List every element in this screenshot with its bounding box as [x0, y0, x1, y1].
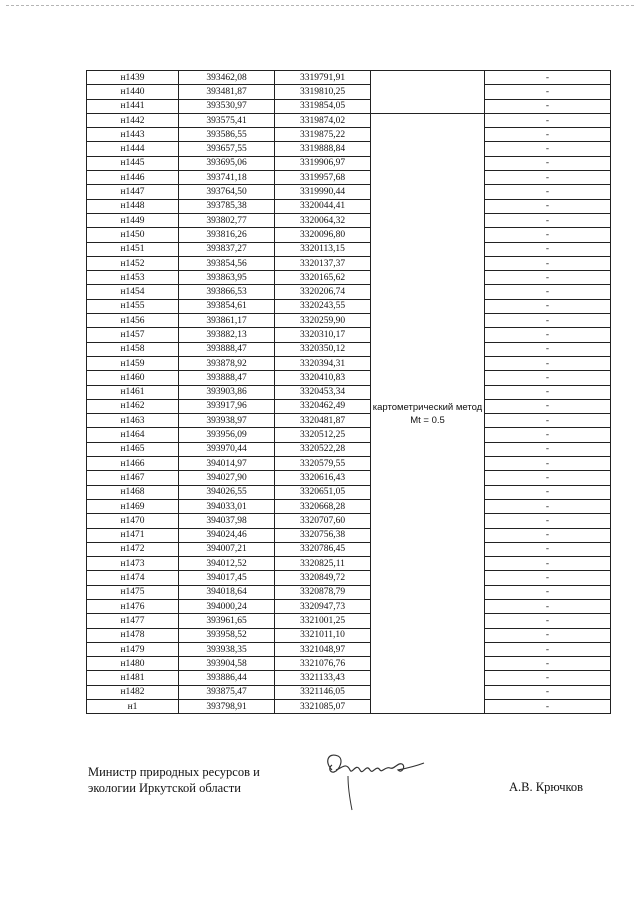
- method-cell-empty: [371, 71, 485, 114]
- dash-cell: -: [485, 471, 611, 485]
- table-row: [87, 185, 611, 199]
- table-row: [87, 685, 611, 699]
- coordinates-table-body: [87, 71, 611, 714]
- y-coordinate-cell: 3319875,22: [275, 128, 371, 142]
- dash-cell: -: [485, 700, 611, 714]
- x-coordinate-cell: 394027,90: [179, 471, 275, 485]
- table-row: [87, 242, 611, 256]
- point-id-cell: н1481: [87, 671, 179, 685]
- dash-cell: -: [485, 657, 611, 671]
- point-id-cell: н1440: [87, 85, 179, 99]
- x-coordinate-cell: 394024,46: [179, 528, 275, 542]
- point-id-cell: н1448: [87, 199, 179, 213]
- point-id-cell: н1441: [87, 99, 179, 113]
- dash-cell: -: [485, 485, 611, 499]
- table-row: [87, 113, 611, 127]
- x-coordinate-cell: 393481,87: [179, 85, 275, 99]
- x-coordinate-cell: 393888,47: [179, 371, 275, 385]
- y-coordinate-cell: 3320137,37: [275, 256, 371, 270]
- point-id-cell: н1472: [87, 542, 179, 556]
- table-row: [87, 228, 611, 242]
- table-row: [87, 328, 611, 342]
- point-id-cell: н1445: [87, 156, 179, 170]
- dash-cell: -: [485, 399, 611, 413]
- x-coordinate-cell: 393798,91: [179, 700, 275, 714]
- x-coordinate-cell: 393917,96: [179, 399, 275, 413]
- x-coordinate-cell: 393854,56: [179, 256, 275, 270]
- y-coordinate-cell: 3320206,74: [275, 285, 371, 299]
- y-coordinate-cell: 3320259,90: [275, 314, 371, 328]
- signatory-position-line2: экологии Иркутской области: [88, 781, 241, 795]
- y-coordinate-cell: 3320786,45: [275, 542, 371, 556]
- x-coordinate-cell: 393878,92: [179, 356, 275, 370]
- table-row: [87, 599, 611, 613]
- table-row: [87, 356, 611, 370]
- point-id-cell: н1464: [87, 428, 179, 442]
- dash-cell: -: [485, 614, 611, 628]
- y-coordinate-cell: 3321146,05: [275, 685, 371, 699]
- y-coordinate-cell: 3320394,31: [275, 356, 371, 370]
- y-coordinate-cell: 3320579,55: [275, 457, 371, 471]
- table-row: [87, 557, 611, 571]
- point-id-cell: н1468: [87, 485, 179, 499]
- dash-cell: -: [485, 299, 611, 313]
- x-coordinate-cell: 394018,64: [179, 585, 275, 599]
- x-coordinate-cell: 393961,65: [179, 614, 275, 628]
- dash-cell: -: [485, 199, 611, 213]
- table-row: [87, 642, 611, 656]
- table-row: [87, 514, 611, 528]
- table-row: [87, 371, 611, 385]
- x-coordinate-cell: 393575,41: [179, 113, 275, 127]
- point-id-cell: н1462: [87, 399, 179, 413]
- point-id-cell: н1479: [87, 642, 179, 656]
- point-id-cell: н1469: [87, 499, 179, 513]
- x-coordinate-cell: 393695,06: [179, 156, 275, 170]
- point-id-cell: н1471: [87, 528, 179, 542]
- y-coordinate-cell: 3320849,72: [275, 571, 371, 585]
- table-row: [87, 285, 611, 299]
- x-coordinate-cell: 393886,44: [179, 671, 275, 685]
- table-row: [87, 128, 611, 142]
- table-row: [87, 542, 611, 556]
- dash-cell: -: [485, 628, 611, 642]
- point-id-cell: н1458: [87, 342, 179, 356]
- point-id-cell: н1478: [87, 628, 179, 642]
- table-row: [87, 156, 611, 170]
- y-coordinate-cell: 3321048,97: [275, 642, 371, 656]
- x-coordinate-cell: 393958,52: [179, 628, 275, 642]
- point-id-cell: н1443: [87, 128, 179, 142]
- table-row: [87, 671, 611, 685]
- dash-cell: -: [485, 85, 611, 99]
- y-coordinate-cell: 3321001,25: [275, 614, 371, 628]
- x-coordinate-cell: 393462,08: [179, 71, 275, 85]
- table-row: [87, 99, 611, 113]
- y-coordinate-cell: 3320350,12: [275, 342, 371, 356]
- coordinates-table: [86, 70, 611, 714]
- x-coordinate-cell: 394037,98: [179, 514, 275, 528]
- y-coordinate-cell: 3321011,10: [275, 628, 371, 642]
- point-id-cell: н1450: [87, 228, 179, 242]
- y-coordinate-cell: 3319854,05: [275, 99, 371, 113]
- y-coordinate-cell: 3320947,73: [275, 599, 371, 613]
- y-coordinate-cell: 3319957,68: [275, 171, 371, 185]
- dash-cell: -: [485, 499, 611, 513]
- table-row: [87, 85, 611, 99]
- point-id-cell: н1456: [87, 314, 179, 328]
- x-coordinate-cell: 393586,55: [179, 128, 275, 142]
- table-row: [87, 342, 611, 356]
- signatory-name: А.В. Крючков: [509, 780, 584, 794]
- point-id-cell: н1442: [87, 113, 179, 127]
- point-id-cell: н1473: [87, 557, 179, 571]
- dash-cell: -: [485, 271, 611, 285]
- handwritten-signature: [318, 748, 428, 812]
- dash-cell: -: [485, 442, 611, 456]
- table-row: [87, 213, 611, 227]
- x-coordinate-cell: 394017,45: [179, 571, 275, 585]
- point-id-cell: н1449: [87, 213, 179, 227]
- x-coordinate-cell: 394014,97: [179, 457, 275, 471]
- dash-cell: -: [485, 557, 611, 571]
- y-coordinate-cell: 3320165,62: [275, 271, 371, 285]
- point-id-cell: н1467: [87, 471, 179, 485]
- y-coordinate-cell: 3319906,97: [275, 156, 371, 170]
- point-id-cell: н1480: [87, 657, 179, 671]
- y-coordinate-cell: 3321085,07: [275, 700, 371, 714]
- dash-cell: -: [485, 99, 611, 113]
- y-coordinate-cell: 3321076,76: [275, 657, 371, 671]
- method-cell: картометрический метод Mt = 0.5: [371, 113, 485, 713]
- y-coordinate-cell: 3320064,32: [275, 213, 371, 227]
- x-coordinate-cell: 393854,61: [179, 299, 275, 313]
- y-coordinate-cell: 3320616,43: [275, 471, 371, 485]
- y-coordinate-cell: 3320462,49: [275, 399, 371, 413]
- table-row: [87, 399, 611, 413]
- signatory-position: [88, 764, 260, 796]
- table-row: [87, 571, 611, 585]
- dash-cell: -: [485, 156, 611, 170]
- table-row: [87, 271, 611, 285]
- table-row: [87, 442, 611, 456]
- dash-cell: -: [485, 142, 611, 156]
- y-coordinate-cell: 3320522,28: [275, 442, 371, 456]
- y-coordinate-cell: 3320707,60: [275, 514, 371, 528]
- table-row: [87, 585, 611, 599]
- dash-cell: -: [485, 571, 611, 585]
- x-coordinate-cell: 393816,26: [179, 228, 275, 242]
- y-coordinate-cell: 3319888,84: [275, 142, 371, 156]
- y-coordinate-cell: 3320453,34: [275, 385, 371, 399]
- x-coordinate-cell: 394000,24: [179, 599, 275, 613]
- x-coordinate-cell: 393802,77: [179, 213, 275, 227]
- dash-cell: -: [485, 185, 611, 199]
- x-coordinate-cell: 393938,35: [179, 642, 275, 656]
- y-coordinate-cell: 3320113,15: [275, 242, 371, 256]
- x-coordinate-cell: 393764,50: [179, 185, 275, 199]
- y-coordinate-cell: 3320651,05: [275, 485, 371, 499]
- x-coordinate-cell: 393785,38: [179, 199, 275, 213]
- dash-cell: -: [485, 285, 611, 299]
- y-coordinate-cell: 3320044,41: [275, 199, 371, 213]
- x-coordinate-cell: 393875,47: [179, 685, 275, 699]
- table-row: [87, 385, 611, 399]
- table-row: [87, 457, 611, 471]
- point-id-cell: н1461: [87, 385, 179, 399]
- dash-cell: -: [485, 356, 611, 370]
- y-coordinate-cell: 3320512,25: [275, 428, 371, 442]
- dash-cell: -: [485, 642, 611, 656]
- table-row: [87, 256, 611, 270]
- x-coordinate-cell: 394033,01: [179, 499, 275, 513]
- point-id-cell: н1463: [87, 414, 179, 428]
- dash-cell: -: [485, 71, 611, 85]
- table-row: [87, 499, 611, 513]
- dash-cell: -: [485, 228, 611, 242]
- x-coordinate-cell: 394007,21: [179, 542, 275, 556]
- dash-cell: -: [485, 328, 611, 342]
- point-id-cell: н1454: [87, 285, 179, 299]
- point-id-cell: н1447: [87, 185, 179, 199]
- point-id-cell: н1446: [87, 171, 179, 185]
- dash-cell: -: [485, 428, 611, 442]
- table-row: [87, 314, 611, 328]
- table-row: [87, 657, 611, 671]
- table-row: [87, 614, 611, 628]
- point-id-cell: н1482: [87, 685, 179, 699]
- table-row: [87, 142, 611, 156]
- point-id-cell: н1439: [87, 71, 179, 85]
- dash-cell: -: [485, 113, 611, 127]
- y-coordinate-cell: 3319791,91: [275, 71, 371, 85]
- point-id-cell: н1465: [87, 442, 179, 456]
- point-id-cell: н1: [87, 700, 179, 714]
- point-id-cell: н1444: [87, 142, 179, 156]
- table-row: [87, 199, 611, 213]
- x-coordinate-cell: 393882,13: [179, 328, 275, 342]
- x-coordinate-cell: 393837,27: [179, 242, 275, 256]
- table-row: [87, 299, 611, 313]
- point-id-cell: н1470: [87, 514, 179, 528]
- dash-cell: -: [485, 671, 611, 685]
- dash-cell: -: [485, 385, 611, 399]
- dash-cell: -: [485, 414, 611, 428]
- x-coordinate-cell: 393938,97: [179, 414, 275, 428]
- point-id-cell: н1459: [87, 356, 179, 370]
- x-coordinate-cell: 393903,86: [179, 385, 275, 399]
- y-coordinate-cell: 3319990,44: [275, 185, 371, 199]
- dash-cell: -: [485, 514, 611, 528]
- y-coordinate-cell: 3319874,02: [275, 113, 371, 127]
- table-row: [87, 471, 611, 485]
- y-coordinate-cell: 3320825,11: [275, 557, 371, 571]
- dash-cell: -: [485, 685, 611, 699]
- point-id-cell: н1475: [87, 585, 179, 599]
- dash-cell: -: [485, 599, 611, 613]
- y-coordinate-cell: 3320243,55: [275, 299, 371, 313]
- dash-cell: -: [485, 256, 611, 270]
- x-coordinate-cell: 393741,18: [179, 171, 275, 185]
- table-row: [87, 428, 611, 442]
- table-row: [87, 528, 611, 542]
- table-row: [87, 414, 611, 428]
- y-coordinate-cell: 3320668,28: [275, 499, 371, 513]
- dash-cell: -: [485, 528, 611, 542]
- y-coordinate-cell: 3320756,38: [275, 528, 371, 542]
- table-row: [87, 485, 611, 499]
- point-id-cell: н1452: [87, 256, 179, 270]
- x-coordinate-cell: 393956,09: [179, 428, 275, 442]
- y-coordinate-cell: 3320481,87: [275, 414, 371, 428]
- table-row: [87, 628, 611, 642]
- point-id-cell: н1457: [87, 328, 179, 342]
- point-id-cell: н1455: [87, 299, 179, 313]
- x-coordinate-cell: 393866,53: [179, 285, 275, 299]
- dash-cell: -: [485, 242, 611, 256]
- y-coordinate-cell: 3320410,83: [275, 371, 371, 385]
- table-row: [87, 700, 611, 714]
- y-coordinate-cell: 3319810,25: [275, 85, 371, 99]
- point-id-cell: н1474: [87, 571, 179, 585]
- top-scan-rule: [6, 5, 634, 6]
- point-id-cell: н1477: [87, 614, 179, 628]
- dash-cell: -: [485, 457, 611, 471]
- table-row: [87, 171, 611, 185]
- x-coordinate-cell: 393530,97: [179, 99, 275, 113]
- x-coordinate-cell: 393657,55: [179, 142, 275, 156]
- dash-cell: -: [485, 171, 611, 185]
- x-coordinate-cell: 393888,47: [179, 342, 275, 356]
- x-coordinate-cell: 393863,95: [179, 271, 275, 285]
- y-coordinate-cell: 3321133,43: [275, 671, 371, 685]
- x-coordinate-cell: 394026,55: [179, 485, 275, 499]
- y-coordinate-cell: 3320096,80: [275, 228, 371, 242]
- dash-cell: -: [485, 342, 611, 356]
- dash-cell: -: [485, 213, 611, 227]
- point-id-cell: н1453: [87, 271, 179, 285]
- point-id-cell: н1460: [87, 371, 179, 385]
- point-id-cell: н1476: [87, 599, 179, 613]
- y-coordinate-cell: 3320878,79: [275, 585, 371, 599]
- x-coordinate-cell: 393861,17: [179, 314, 275, 328]
- y-coordinate-cell: 3320310,17: [275, 328, 371, 342]
- dash-cell: -: [485, 371, 611, 385]
- signatory-position-line1: Министр природных ресурсов и: [88, 765, 260, 779]
- dash-cell: -: [485, 585, 611, 599]
- dash-cell: -: [485, 542, 611, 556]
- point-id-cell: н1466: [87, 457, 179, 471]
- dash-cell: -: [485, 314, 611, 328]
- x-coordinate-cell: 393970,44: [179, 442, 275, 456]
- table-row: [87, 71, 611, 85]
- dash-cell: -: [485, 128, 611, 142]
- x-coordinate-cell: 393904,58: [179, 657, 275, 671]
- point-id-cell: н1451: [87, 242, 179, 256]
- x-coordinate-cell: 394012,52: [179, 557, 275, 571]
